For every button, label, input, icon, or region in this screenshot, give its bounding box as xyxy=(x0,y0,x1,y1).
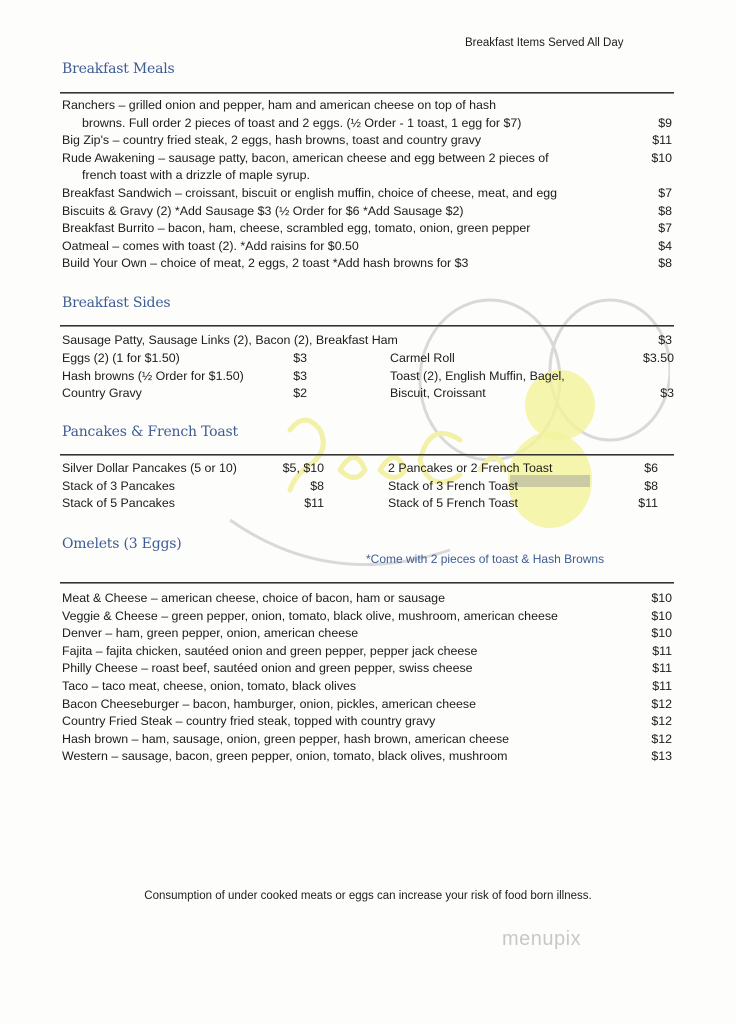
item-label: Carmel Roll xyxy=(390,351,455,365)
item-price: $8 xyxy=(658,256,672,271)
item-text xyxy=(62,697,476,711)
item-description: – choice of meat, 2 eggs, 2 toast *Add hash browns for $3 xyxy=(146,256,469,271)
item-label: 2 Pancakes or 2 French Toast xyxy=(388,461,553,475)
item-text xyxy=(62,714,435,728)
divider xyxy=(60,325,674,327)
item-price: $2 xyxy=(293,386,307,401)
item-price: $11 xyxy=(304,496,324,511)
menu-row xyxy=(62,220,672,238)
item-price: $3 xyxy=(660,386,674,401)
item-text xyxy=(62,644,477,658)
item-name: Bacon Cheeseburger xyxy=(62,696,180,711)
item-text xyxy=(62,133,481,147)
menupix-watermark: menupix xyxy=(502,928,582,950)
divider xyxy=(60,454,674,456)
item-price: $3.50 xyxy=(642,351,674,365)
menu-row xyxy=(62,713,672,731)
section-title-breakfast-sides: Breakfast Sides xyxy=(62,295,171,311)
item-price: $7 xyxy=(658,186,672,200)
item-text xyxy=(62,186,557,200)
item-text xyxy=(62,256,468,270)
menu-row xyxy=(62,167,672,185)
item-description: – bacon, hamburger, onion, pickles, american cheese xyxy=(179,696,476,711)
item-description: – fajita chicken, sautéed onion and green pepper, pepper jack cheese xyxy=(92,643,478,658)
item-name: Oatmeal xyxy=(62,238,109,253)
item-price: $13 xyxy=(651,749,672,764)
item-price: $3 xyxy=(293,368,307,383)
item-price: $11 xyxy=(652,661,672,676)
item-text xyxy=(62,221,530,235)
item-description: – roast beef, sautéed onion and green pepper, swiss cheese xyxy=(137,661,473,676)
item-label: Sausage Patty, Sausage Links (2), Bacon (2), Breakfast Ham xyxy=(62,333,398,347)
item-description: – ham, green pepper, onion, american cheese xyxy=(101,626,359,641)
food-safety-disclaimer: Consumption of under cooked meats or eggs can increase your risk of food born illness. xyxy=(144,890,592,902)
item-text xyxy=(62,749,507,763)
menu-row xyxy=(62,132,672,150)
item-price: $12 xyxy=(651,696,672,711)
menu-row xyxy=(62,660,672,678)
item-text xyxy=(62,591,445,605)
menu-row xyxy=(62,731,672,749)
item-description: – bacon, ham, cheese, scrambled egg, tomato, onion, green pepper xyxy=(154,221,531,236)
item-description: – country fried steak, 2 eggs, hash browns, toast and country gravy xyxy=(109,133,482,148)
item-name: Country Fried Steak xyxy=(62,714,173,729)
item-price: $10 xyxy=(651,591,672,605)
item-description: (2) *Add Sausage $3 (½ Order for $6 *Add Sausage $2) xyxy=(152,203,464,218)
item-price: $8 xyxy=(310,478,324,493)
menu-row xyxy=(62,185,672,203)
item-name: Ranchers xyxy=(62,98,116,112)
item-description: – taco meat, cheese, onion, tomato, black olives xyxy=(88,679,357,693)
item-description: – country fried steak, topped with country gravy xyxy=(172,714,436,729)
item-description: – sausage patty, bacon, american cheese and egg between 2 pieces of xyxy=(154,150,549,165)
menu-row xyxy=(62,97,672,115)
item-name: Biscuits & Gravy xyxy=(62,203,153,218)
item-label: Stack of 5 Pancakes xyxy=(62,496,175,511)
item-name: Big Zip's xyxy=(62,133,110,148)
divider xyxy=(60,582,674,584)
item-price: $11 xyxy=(652,679,672,693)
item-description: – ham, sausage, onion, green pepper, hash brown, american cheese xyxy=(128,731,510,746)
item-text xyxy=(62,239,359,253)
item-text xyxy=(62,151,549,165)
menu-row xyxy=(62,748,672,766)
item-text xyxy=(62,168,310,182)
divider xyxy=(60,92,674,94)
item-price: $10 xyxy=(651,608,672,623)
item-description: french toast with a drizzle of maple syrup. xyxy=(82,168,310,183)
section-title-breakfast-meals: Breakfast Meals xyxy=(62,61,175,77)
item-name: Fajita xyxy=(62,643,93,658)
item-name: Veggie & Cheese xyxy=(62,608,158,623)
menu-row xyxy=(62,203,672,221)
item-name: Rude Awakening xyxy=(62,150,155,165)
item-price: $10 xyxy=(651,150,672,165)
item-text xyxy=(62,732,509,746)
item-label: Hash browns (½ Order for $1.50) xyxy=(62,368,244,383)
section-title-omelets: Omelets (3 Eggs) xyxy=(62,536,182,552)
item-label: Silver Dollar Pancakes (5 or 10) xyxy=(62,461,237,475)
item-text xyxy=(62,98,496,112)
item-name: Breakfast Sandwich xyxy=(62,186,172,200)
item-price: $7 xyxy=(658,221,672,236)
item-name: Hash brown xyxy=(62,731,129,746)
item-price: $11 xyxy=(638,496,658,511)
menu-row xyxy=(62,696,672,714)
item-price: $10 xyxy=(651,626,672,641)
item-text xyxy=(62,116,521,130)
item-description: – grilled onion and pepper, ham and american cheese on top of hash xyxy=(115,98,496,112)
item-label: Toast (2), English Muffin, Bagel, xyxy=(390,368,565,383)
menu-row xyxy=(62,150,672,168)
item-text xyxy=(62,609,558,623)
menu-row xyxy=(62,643,672,661)
item-price: $5, $10 xyxy=(282,461,324,475)
item-description: – comes with toast (2). *Add raisins for $0.50 xyxy=(108,238,359,253)
item-name: Taco xyxy=(62,679,89,693)
item-price: $6 xyxy=(644,461,658,475)
item-price: $11 xyxy=(652,133,672,148)
item-price: $3 xyxy=(658,333,672,347)
item-price: $11 xyxy=(652,643,672,658)
item-description: – croissant, biscuit or english muffin, choice of cheese, meat, and egg xyxy=(171,186,557,200)
item-description: – green pepper, onion, tomato, black olive, mushroom, american cheese xyxy=(157,608,558,623)
item-label: Stack of 5 French Toast xyxy=(388,496,518,511)
item-description: – sausage, bacon, green pepper, onion, tomato, black olives, mushroom xyxy=(107,749,508,764)
item-name: Meat & Cheese xyxy=(62,591,148,605)
item-price: $8 xyxy=(658,203,672,218)
menu-row xyxy=(62,678,672,696)
item-price: $8 xyxy=(644,478,658,493)
item-price: $12 xyxy=(651,714,672,729)
item-label: Stack of 3 Pancakes xyxy=(62,478,175,493)
item-label: Biscuit, Croissant xyxy=(390,386,486,401)
menu-row xyxy=(62,332,672,350)
menu-row xyxy=(62,115,672,133)
menu-row xyxy=(62,238,672,256)
item-price: $9 xyxy=(658,115,672,130)
item-text xyxy=(62,679,356,693)
item-description: browns. Full order 2 pieces of toast and 2 eggs. (½ Order - 1 toast, 1 egg for $7) xyxy=(82,115,522,130)
item-label: Country Gravy xyxy=(62,386,142,401)
item-label: Eggs (2) (1 for $1.50) xyxy=(62,351,180,365)
item-name: Philly Cheese xyxy=(62,661,138,676)
item-text xyxy=(62,661,473,675)
item-name: Breakfast Burrito xyxy=(62,221,155,236)
item-label: Stack of 3 French Toast xyxy=(388,478,518,493)
menu-row xyxy=(62,625,672,643)
menu-row xyxy=(62,255,672,273)
item-price: $3 xyxy=(293,351,307,365)
omelets-note: *Come with 2 pieces of toast & Hash Browns xyxy=(366,552,605,566)
item-text xyxy=(62,204,464,218)
served-all-day-note: Breakfast Items Served All Day xyxy=(465,37,624,49)
item-text xyxy=(62,626,358,640)
menu-row xyxy=(62,608,672,626)
item-name: Denver xyxy=(62,626,102,641)
item-price: $4 xyxy=(658,238,672,253)
item-name: Western xyxy=(62,749,108,764)
item-price: $12 xyxy=(651,731,672,746)
section-title-pancakes: Pancakes & French Toast xyxy=(62,424,238,440)
item-description: – american cheese, choice of bacon, ham or sausage xyxy=(147,591,445,605)
item-name: Build Your Own xyxy=(62,256,147,271)
menu-row xyxy=(62,590,672,608)
